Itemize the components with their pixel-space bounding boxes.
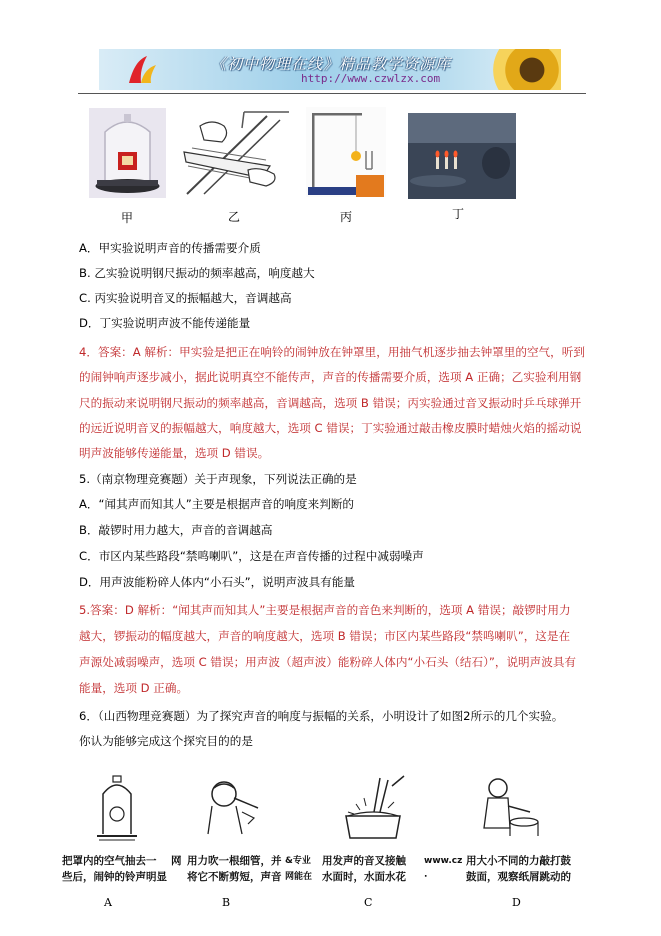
banner-url[interactable]: http://www.czwlzx.com xyxy=(301,72,441,85)
q5-answer-line: 声源处减弱噪声，选项 C 错误；用声波（超声波）能粉碎人体内“小石头（结石）”，说明声波具有 xyxy=(79,655,577,669)
header-divider xyxy=(78,93,586,94)
q5-answer-line: 能量，选项 D 正确。 xyxy=(79,681,189,695)
label-jia: 甲 xyxy=(121,211,134,225)
caption-line: 些后，闹钟的铃声明显 xyxy=(62,871,167,883)
caption-line: 鼓面，观察纸屑跳动的 xyxy=(466,871,571,883)
sunflower-icon xyxy=(493,49,561,90)
caption-line: 把罩内的空气抽去一 xyxy=(62,855,157,867)
caption-line: 用发声的音叉接触 xyxy=(322,855,406,867)
photo-yi-ruler xyxy=(182,108,289,198)
photo-ding-candles xyxy=(408,113,516,199)
caption-d xyxy=(466,853,571,885)
caption-line: ∙ xyxy=(424,872,428,882)
caption-watermark xyxy=(424,853,462,885)
caption-line: 用大小不同的力敲打鼓 xyxy=(466,855,571,867)
caption-line: &专业 xyxy=(285,856,311,866)
caption-watermark xyxy=(285,853,312,885)
q4-option-c: C. 丙实验说明音叉的振幅越大，音调越高 xyxy=(79,291,292,305)
option-letter-d: D xyxy=(512,896,521,909)
option-letter-a: A xyxy=(104,896,112,909)
q4-answer-line: 尺的振动来说明钢尺振动的频率越高，音调越高，选项 B 错误；丙实验通过音叉振动时乒乓球弹开 xyxy=(79,396,582,410)
caption-watermark xyxy=(171,853,182,869)
q4-answer-line: 明声波能够传递能量，选项 D 错误。 xyxy=(79,446,270,460)
caption-line: 网能在 xyxy=(285,872,313,882)
banner-title: 《初中物理在线》精品教学资源库 xyxy=(211,55,452,73)
q6-stem-line: 你认为能够完成这个探究目的的是 xyxy=(79,734,253,748)
q5-answer-line: 越大，锣振动的幅度越大，声音的响度越大，选项 B 错误；市区内某些路段“禁鸣喇叭”，这是在 xyxy=(79,629,571,643)
q4-option-d: D．丁实验说明声波不能传递能量 xyxy=(79,316,251,330)
drawing-c-tuning-fork-water xyxy=(340,772,410,844)
option-letter-c: C xyxy=(364,896,373,909)
caption-a xyxy=(62,853,167,885)
caption-b xyxy=(187,853,282,885)
q5-option-a: A．“闻其声而知其人”主要是根据声音的响度来判断的 xyxy=(79,497,355,511)
label-ding: 丁 xyxy=(452,207,465,221)
q5-option-c: C．市区内某些路段“禁鸣喇叭”，这是在声音传播的过程中减弱噪声 xyxy=(79,549,424,563)
q6-stem-line: 6．（山西物理竞赛题）为了探究声音的响度与振幅的关系，小明设计了如图2所示的几个实验。 xyxy=(79,709,564,723)
q5-answer-line: 5.答案：D 解析：“闻其声而知其人”主要是根据声音的音色来判断的，选项 A 错误；敲锣时用力 xyxy=(79,603,571,617)
label-bing: 丙 xyxy=(340,210,353,224)
caption-line: www.cz xyxy=(424,856,463,866)
caption-line: 将它不断剪短，声音 xyxy=(187,871,282,883)
q4-answer-line: 的闹钟响声逐步减小，据此说明真空不能传声，声音的传播需要介质，选项 A 正确；乙实验利用钢 xyxy=(79,370,582,384)
q4-answer-line: 的远近说明音叉的振幅越大，响度越大，选项 C 错误；丁实验通过敲击橡皮膜时蜡烛火焰的摇动说 xyxy=(79,421,582,435)
q4-option-b: B. 乙实验说明钢尺振动的频率越高，响度越大 xyxy=(79,266,315,280)
option-letter-b: B xyxy=(222,896,231,909)
drawing-a-bell-jar xyxy=(95,772,140,844)
header-banner xyxy=(99,49,561,90)
site-logo-icon xyxy=(125,53,159,87)
caption-line: 水面时，水面水花 xyxy=(322,871,406,883)
q5-stem: 5.（南京物理竞赛题）关于声现象，下列说法正确的是 xyxy=(79,472,357,486)
caption-line: 网 xyxy=(171,855,182,867)
photo-bing-tuning-fork xyxy=(306,107,386,197)
label-yi: 乙 xyxy=(228,210,241,224)
q4-answer-line: 4．答案：A 解析：甲实验是把正在响铃的闹钟放在钟罩里，用抽气机逐步抽去钟罩里的空气，听到 xyxy=(79,345,585,359)
caption-line: 用力吹一根细管，并 xyxy=(187,855,282,867)
q5-option-d: D．用声波能粉碎人体内“小石头”，说明声波具有能量 xyxy=(79,575,356,589)
drawing-d-drum xyxy=(470,772,540,844)
photo-jia-bell-jar xyxy=(89,108,166,198)
q5-option-b: B．敲锣时用力越大，声音的音调越高 xyxy=(79,523,273,537)
drawing-b-straw xyxy=(202,772,262,844)
caption-c xyxy=(322,853,406,885)
q4-option-a: A．甲实验说明声音的传播需要介质 xyxy=(79,241,261,255)
